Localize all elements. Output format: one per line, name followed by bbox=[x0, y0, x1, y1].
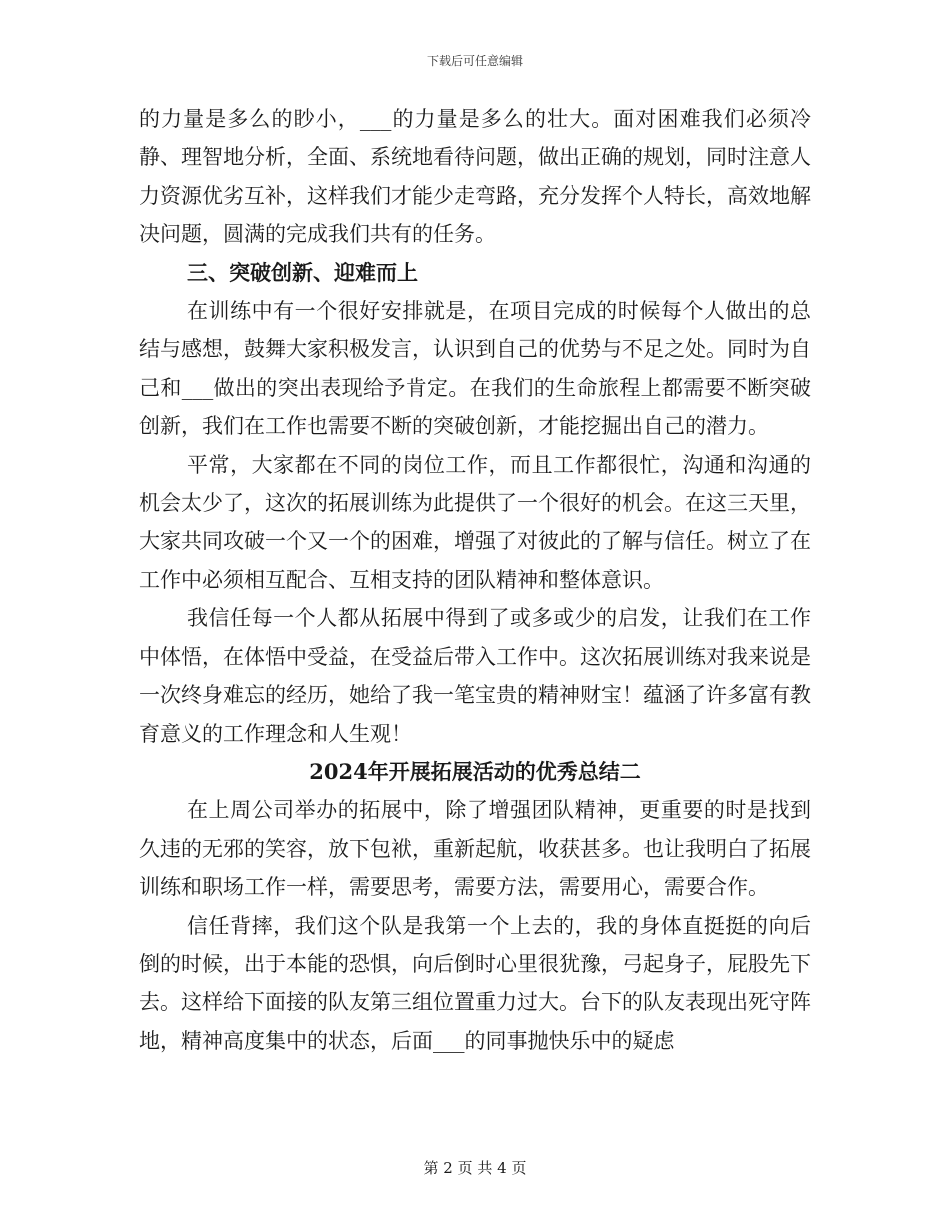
body-paragraph: 在训练中有一个很好安排就是，在项目完成的时候每个人做出的总结与感想，鼓舞大家积极发言，认识到自己的优势与不足之处。同时为自己和___做出的突出表现给予肯定。在我们的生命旅程上都需要不断突破创新，我们在工作也需要不断的突破创新，才能挖掘出自己的潜力。 bbox=[139, 299, 811, 439]
body-paragraph: 平常，大家都在不同的岗位工作，而且工作都很忙，沟通和沟通的机会太少了，这次的拓展训练为此提供了一个很好的机会。在这三天里，大家共同攻破一个又一个的困难，增强了对彼此的了解与信任。树立了在工作中必须相互配合、互相支持的团队精神和整体意识。 bbox=[139, 452, 811, 592]
page-number: 第 2 页 共 4 页 bbox=[423, 1159, 527, 1177]
section-heading: 三、突破创新、迎难而上 bbox=[187, 259, 418, 285]
body-paragraph: 的力量是多么的眇小，___的力量是多么的壮大。面对困难我们必须冷静、理智地分析，全面、系统地看待问题，做出正确的规划，同时注意人力资源优劣互补，这样我们才能少走弯路，充分发挥个人特长，高效地解决问题，圆满的完成我们共有的任务。 bbox=[139, 107, 811, 247]
body-paragraph: 信任背摔，我们这个队是我第一个上去的，我的身体直挺挺的向后倒的时候，出于本能的恐惧，向后倒时心里很犹豫，弓起身子，屁股先下去。这样给下面接的队友第三组位置重力过大。台下的队友表现出死守阵地，精神高度集中的状态，后面___的同事抛快乐中的疑虑 bbox=[139, 913, 811, 1053]
page-header: 下载后可任意编辑 bbox=[426, 54, 523, 68]
body-paragraph: 我信任每一个人都从拓展中得到了或多或少的启发，让我们在工作中体悟，在体悟中受益，在受益后带入工作中。这次拓展训练对我来说是一次终身难忘的经历，她给了我一笔宝贵的精神财宝！蕴涵了许多富有教育意义的工作理念和人生观！ bbox=[139, 606, 811, 746]
document-body bbox=[139, 100, 811, 1060]
article-title: 2024年开展拓展活动的优秀总结二 bbox=[309, 758, 641, 784]
body-paragraph: 在上周公司举办的拓展中，除了增强团队精神，更重要的时是找到久违的无邪的笑容，放下包袱，重新起航，收获甚多。也让我明白了拓展训练和职场工作一样，需要思考，需要方法，需要用心，需要合作。 bbox=[139, 798, 811, 900]
